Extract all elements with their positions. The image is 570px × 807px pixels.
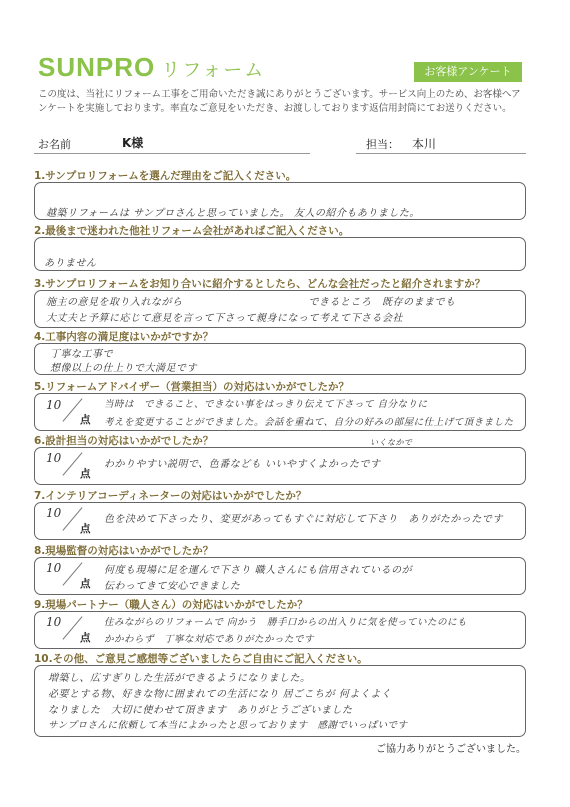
answer-7-line-1: 色を決めて下さったり、変更があってもすぐに対応して下さり ありがたかったです (104, 514, 503, 525)
logo-sub-text: リフォーム (161, 60, 266, 81)
question-10: 10.その他、ご意見ご感想等ございましたらご自由にご記入ください。 (34, 653, 368, 665)
answer-10-line-1: 増築し、広すぎりした生活ができるようになりました。 (48, 673, 311, 684)
answer-box-2 (34, 237, 526, 271)
question-6: 6.設計担当の対応はいかがでしたか？ (34, 435, 214, 447)
intro-text: この度は、当社にリフォーム工事をご用命いただき誠にありがとうございます。サービス向上のため、お客様へアンケートを実施しております。率直なご意見をいただき、お渡ししております返信用封筒にてお送りください。 (38, 89, 521, 114)
question-3: 3.サンプロリフォームをお知り合いに紹介するとしたら、どんな会社だったと紹介されますか？ (34, 278, 486, 290)
question-4: 4.工事内容の満足度はいかがですか？ (34, 331, 214, 343)
answer-5-line-2: 考えを変更することができました。会話を重ねて、自分の好みの部屋に仕上げて頂きました (104, 417, 514, 428)
answer-9-line-1: 住みながらのリフォームで 向かう 勝手口からの出入りに気を使っていたのにも (104, 617, 468, 628)
answer-1-line-1: 越築リフォームは サンプロさんと思っていました。 友人の紹介もありました。 (46, 208, 420, 219)
answer-8-line-2: 伝わってきて安心できました (104, 581, 241, 592)
name-label: お名前 (38, 138, 71, 151)
score-9: 10 (46, 615, 62, 629)
answer-5-line-1: 当時は できること、できない事をはっきり伝えて下さって 自分なりに (104, 399, 428, 410)
answer-3-line-1: 施主の意見を取り入れながら できるところ 既存のままでも (46, 297, 456, 308)
score-7: 10 (46, 506, 62, 520)
answer-8-line-1: 何度も現場に足を運んで下さり 職人さんにも信用されているのが (104, 565, 413, 576)
score-5: 10 (46, 398, 62, 412)
score-unit-5: 点 (80, 414, 91, 426)
answer-9-line-2: かかわらず 丁寧な対応でありがたかったです (104, 634, 315, 645)
thanks-text: ご協力ありがとうございました。 (376, 744, 526, 755)
question-8: 8.現場監督の対応はいかがでしたか？ (34, 545, 214, 557)
survey-badge: お客様アンケート (414, 62, 522, 82)
brand-logo (38, 52, 265, 83)
answer-10-line-3: なりました 大切に使わせて頂きます ありがとうございました (48, 705, 353, 716)
staff-underline (356, 153, 526, 154)
score-unit-7: 点 (80, 523, 91, 535)
name-underline (34, 153, 310, 154)
score-8: 10 (46, 561, 62, 575)
question-9: 9.現場パートナー（職人さん）の対応はいかがでしたか？ (34, 599, 308, 611)
answer-10-line-4: サンプロさんに依頼して本当によかったと思っております 感謝でいっぱいです (48, 720, 408, 731)
answer-6-line-1: いくなかで (370, 438, 413, 447)
score-6: 10 (46, 451, 62, 465)
answer-4-line-2: 想像以上の仕上りで大満足です (50, 363, 197, 374)
logo-text: SUNPRO (38, 52, 156, 82)
question-2: 2.最後まで迷われた他社リフォーム会社があればご記入ください。 (34, 225, 350, 237)
answer-6-line-2: わかりやすい説明で、色番なども いいやすくよかったです (104, 459, 381, 470)
answer-3-line-2: 大丈夫と予算に応じて意見を言って下さって親身になって考えて下さる会社 (46, 313, 403, 324)
answer-10-line-2: 必要とする物、好きな物に囲まれての生活になり 居ごこちが 何よくよく (48, 689, 392, 700)
staff-label: 担当： (366, 138, 399, 151)
question-5: 5.リフォームアドバイザー（営業担当）の対応はいかがでしたか？ (34, 381, 350, 393)
question-7: 7.インテリアコーディネーターの対応はいかがでしたか？ (34, 490, 307, 502)
score-unit-9: 点 (80, 632, 91, 644)
score-unit-8: 点 (80, 578, 91, 590)
answer-4-line-1: 丁寧な工事で (50, 349, 113, 360)
question-1: 1.サンプロリフォームを選んだ理由をご記入ください。 (34, 170, 297, 182)
answer-2-line-1: ありません (44, 258, 97, 269)
customer-name: K様 (122, 136, 144, 150)
score-unit-6: 点 (80, 468, 91, 480)
staff-name: 本川 (412, 137, 437, 151)
